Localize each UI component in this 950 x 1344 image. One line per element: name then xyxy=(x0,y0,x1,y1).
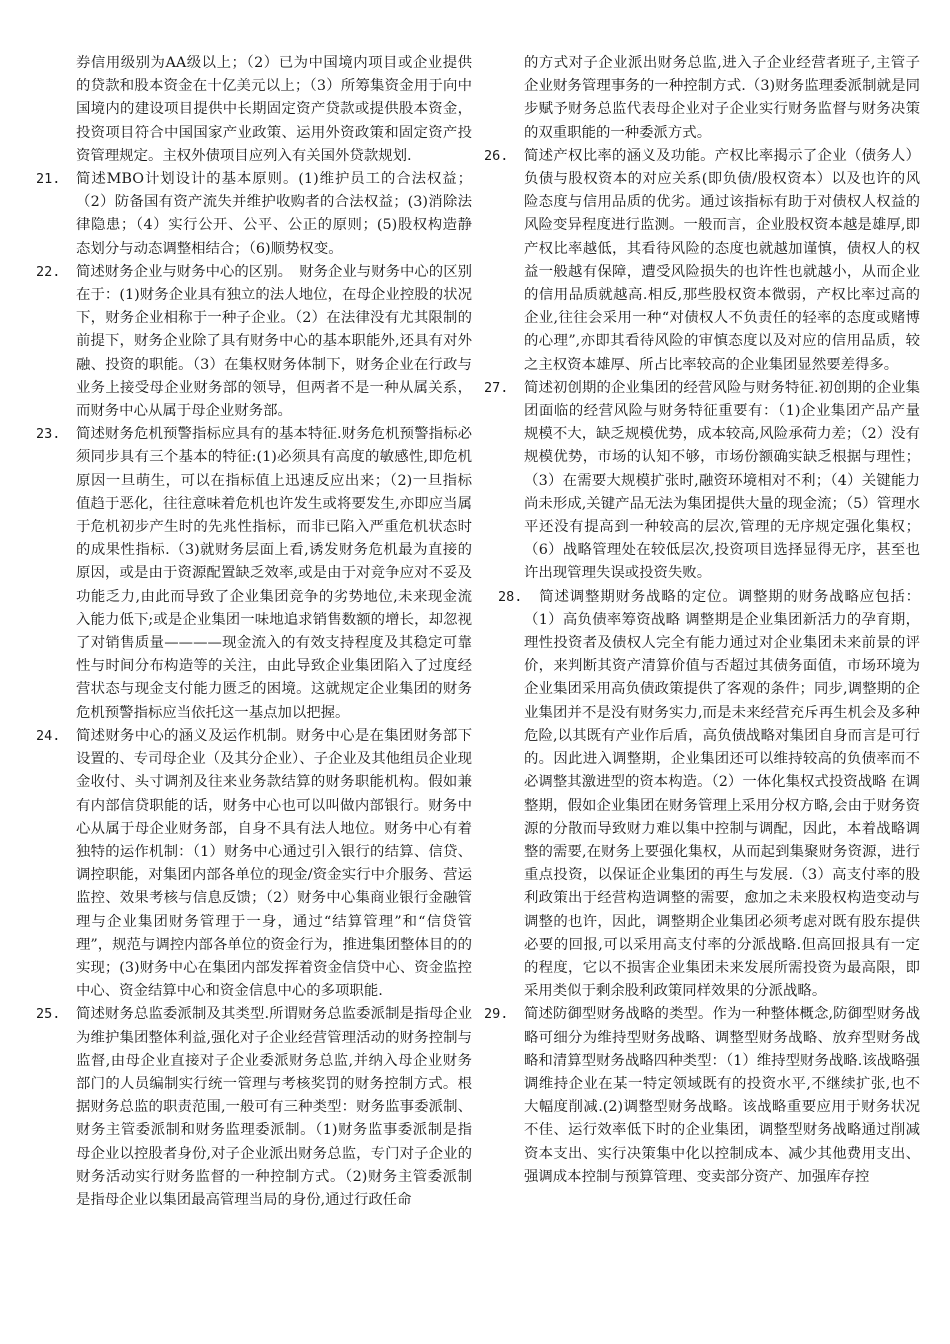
question-text: 简述财务总监委派制及其类型.所谓财务总监委派制是指母企业为维护集团整体利益,强化对子企业经营管理活动的财务控制与监督,由母企业直接对子企业委派财务总监,并纳入母企业财务部门的人员编制实行统一管理与考核奖罚的财务控制方式。根据财务总监的职责范围,一般可有三种类型：财务监事委派制、财务主管委派制和财务监理委派制。（1)财务监事委派制是指母企业以控股者身份,对子企业派出财务总监，专门对子企业的财务活动实行财务监督的一种控制方式。（2)财务主管委派制是指母企业以集团最高管理当局的身份,通过行政任命 xyxy=(76,1006,472,1208)
right-column xyxy=(484,52,920,1189)
question-item xyxy=(484,1003,920,1189)
question-number: 29. xyxy=(484,1006,509,1023)
question-text: 券信用级别为AA级以上；（2）已为中国境内项目或企业提供的贷款和股本资金在十亿美元以上；（3）所筹集资金用于向中国境内的建设项目提供中长期固定资产贷款或提供股本资金，投资项目符合中国国家产业政策、运用外资政策和固定资产投资管理规定。主权外债项目应列入有关国外贷款规划. xyxy=(76,55,472,164)
question-item xyxy=(484,52,920,145)
question-text: 简述财务中心的涵义及运作机制。财务中心是在集团财务部下设置的、专司母企业（及其分企业）、子企业及其他组员企业现金收付、头寸调剂及往来业务款结算的财务职能机构。假如兼有内部信贷职能的话，财务中心也可以叫做内部银行。财务中心从属于母企业财务部，自身不具有法人地位。财务中心有着独特的运作机制：（1）财务中心通过引入银行的结算、信贷、调控职能，对集团内部各单位的现金/资金实行中介服务、营运监控、效果考核与信息反馈；（2）财务中心集商业银行金融管理与企业集团财务管理于一身，通过“结算管理”和“信贷管理”，规范与调控内部各单位的资金行为，推进集团整体目的的实现；(3)财务中心在集团内部发挥着资金信贷中心、资金监控中心、资金结算中心和资金信息中心的多项职能. xyxy=(76,727,472,1000)
question-number: 25. xyxy=(36,1006,61,1023)
left-column xyxy=(36,52,472,1212)
question-number: 28. xyxy=(498,588,523,605)
question-item xyxy=(36,1003,472,1212)
question-number: 23. xyxy=(36,426,61,443)
question-text: 简述MBO计划设计的基本原则。(1)维护员工的合法权益；（2）防备国有资产流失并维护收购者的合法权益；(3)消除法律隐患；（4）实行公开、公平、公正的原则；(5)股权构造静态划分与动态调整相结合；（6)顺势权变。 xyxy=(76,171,472,257)
question-number: 27. xyxy=(484,379,509,396)
question-text: 简述产权比率的涵义及功能。产权比率揭示了企业（债务人）负债与股权资本的对应关系(即负债/股权资本）以及也许的风险态度与信用品质的优劣。通过该指标有助于对债权人权益的风险变异程度进行监测。一般而言，企业股权资本越是雄厚,即产权比率越低，其看待风险的态度也就越加谨慎，债权人的权益一般越有保障，遭受风险损失的也许性也就越小，从而企业的信用品质就越高.相反,那些股权资本微弱，产权比率过高的企业,往往会采用一种“对债权人不负责任的轻率的态度或赌博的心理”,亦即其看待风险的审慎态度以及对应的信用品质，较之主权资本雄厚、所占比率较高的企业集团显然要差得多。 xyxy=(524,147,920,373)
question-item xyxy=(36,725,472,1003)
question-number: 22. xyxy=(36,263,61,280)
question-text: 简述财务企业与财务中心的区别。 财务企业与财务中心的区别在于：(1)财务企业具有独立的法人地位，在母企业控股的状况下，财务企业相称于一种子企业。（2）在法律没有尤其限制的前提下，财务企业除了具有财务中心的基本职能外,还具有对外融、投资的职能。（3）在集权财务体制下，财务企业在行政与业务上接受母企业财务部的领导，但两者不是一种从属关系，而财务中心从属于母企业财务部。 xyxy=(76,263,472,420)
question-number: 21. xyxy=(36,171,61,188)
question-text: 简述防御型财务战略的类型。作为一种整体概念,防御型财务战略可细分为维持型财务战略、调整型财务战略、放弃型财务战略和清算型财务战略四种类型：（1）维持型财务战略.该战略强调维持企业在某一特定领域既有的投资水平,不继续扩张,也不大幅度削减.(2)调整型财务战略。该战略重要应用于财务状况不佳、运行效率低下时的企业集团，调整型财务战略通过削减资本支出、实行决策集中化以控制成本、减少其他费用支出、强调成本控制与预算管理、变卖部分资产、加强库存控 xyxy=(524,1006,920,1185)
question-item xyxy=(36,261,472,423)
question-item xyxy=(484,586,920,1004)
question-item xyxy=(484,377,920,586)
question-item xyxy=(484,145,920,377)
question-number: 26. xyxy=(484,147,509,164)
question-number: 24. xyxy=(36,727,61,744)
question-text: 的方式对子企业派出财务总监,进入子企业经营者班子,主管子企业财务管理事务的一种控制方式.（3)财务监理委派制就是同步赋予财务总监代表母企业对子企业实行财务监督与财务决策的双重职能的一种委派方式。 xyxy=(524,55,920,141)
question-item xyxy=(36,168,472,261)
question-item xyxy=(36,52,472,168)
question-text: 简述财务危机预警指标应具有的基本特征.财务危机预警指标必须同步具有三个基本的特征:(1)必须具有高度的敏感性,即危机原因一旦萌生，可以在指标值上迅速反应出来；（2)一旦指标值趋于恶化，往往意味着危机也许发生或将要发生,亦即应当属于危机初步产生时的先兆性指标，而非已陷入严重危机状态时的成果性指标.（3)就财务层面上看,诱发财务危机最为直接的原因，或是由于资源配置缺乏效率,或是由于对竞争应对不妥及功能乏力,由此而导致了企业集团竞争的劣势地位,未来现金流入能力低下;或是企业集团一味地追求销售数额的增长，却忽视了对销售质量————现金流入的有效支持程度及其稳定可靠性与时间分布构造等的关注，由此导致企业集团陷入了过度经营状态与现金支付能力匮乏的困境。这就规定企业集团的财务危机预警指标应当依托这一基点加以把握。 xyxy=(76,426,472,721)
question-item xyxy=(36,423,472,725)
question-text: 简述调整期财务战略的定位。调整期的财务战略应包括：（1）高负债率筹资战略 调整期是企业集团新活力的孕育期，理性投资者及债权人完全有能力通过对企业集团未来前景的评价，来判断其资产清算价值与否超过其债务面值，市场环境为企业集团采用高负债政策提供了客观的条件；同步,调整期的企业集团并不是没有财务实力,而是未来经营充斥再生机会及多种危险,以其既有产业作后盾，高负债战略对集团自身而言是可行的。因此进入调整期，企业集团还可以维持较高的负债率而不必调整其激进型的资本构造。（2）一体化集权式投资战略 在调整期，假如企业集团在财务管理上采用分权方略,会由于财务资源的分散而导致财力难以集中控制与调配，因此，本着战略调整的需要,在财务上要强化集权，从而起到集聚财务资源，进行重点投资，以保证企业集团的再生与发展.（3）高支付率的股利政策出于经营构造调整的需要，愈加之未来股权构造变动与调整的也许，因此，调整期企业集团必须考虑对既有股东提供必要的回报,可以采用高支付率的分派战略.但高回报具有一定的程度，它以不损害企业集团未来发展所需投资为最高限，即采用类似于剩余股利政策同样效果的分派战略。 xyxy=(524,588,920,1000)
question-text: 简述初创期的企业集团的经营风险与财务特征.初创期的企业集团面临的经营风险与财务特征重要有：（1)企业集团产品产量规模不大，缺乏规模优势，成本较高,风险承荷力差；（2）没有规模优势，市场的认知不够，市场份额确实缺乏根据与理性；（3）在需要大规模扩张时,融资环境相对不利；（4）关键能力尚未形成,关键产品无法为集团提供大量的现金流；（5）管理水平还没有提高到一种较高的层次,管理的无序规定强化集权；（6）战略管理处在较低层次,投资项目选择显得无序，甚至也许出现管理失误或投资失败。 xyxy=(524,379,920,582)
